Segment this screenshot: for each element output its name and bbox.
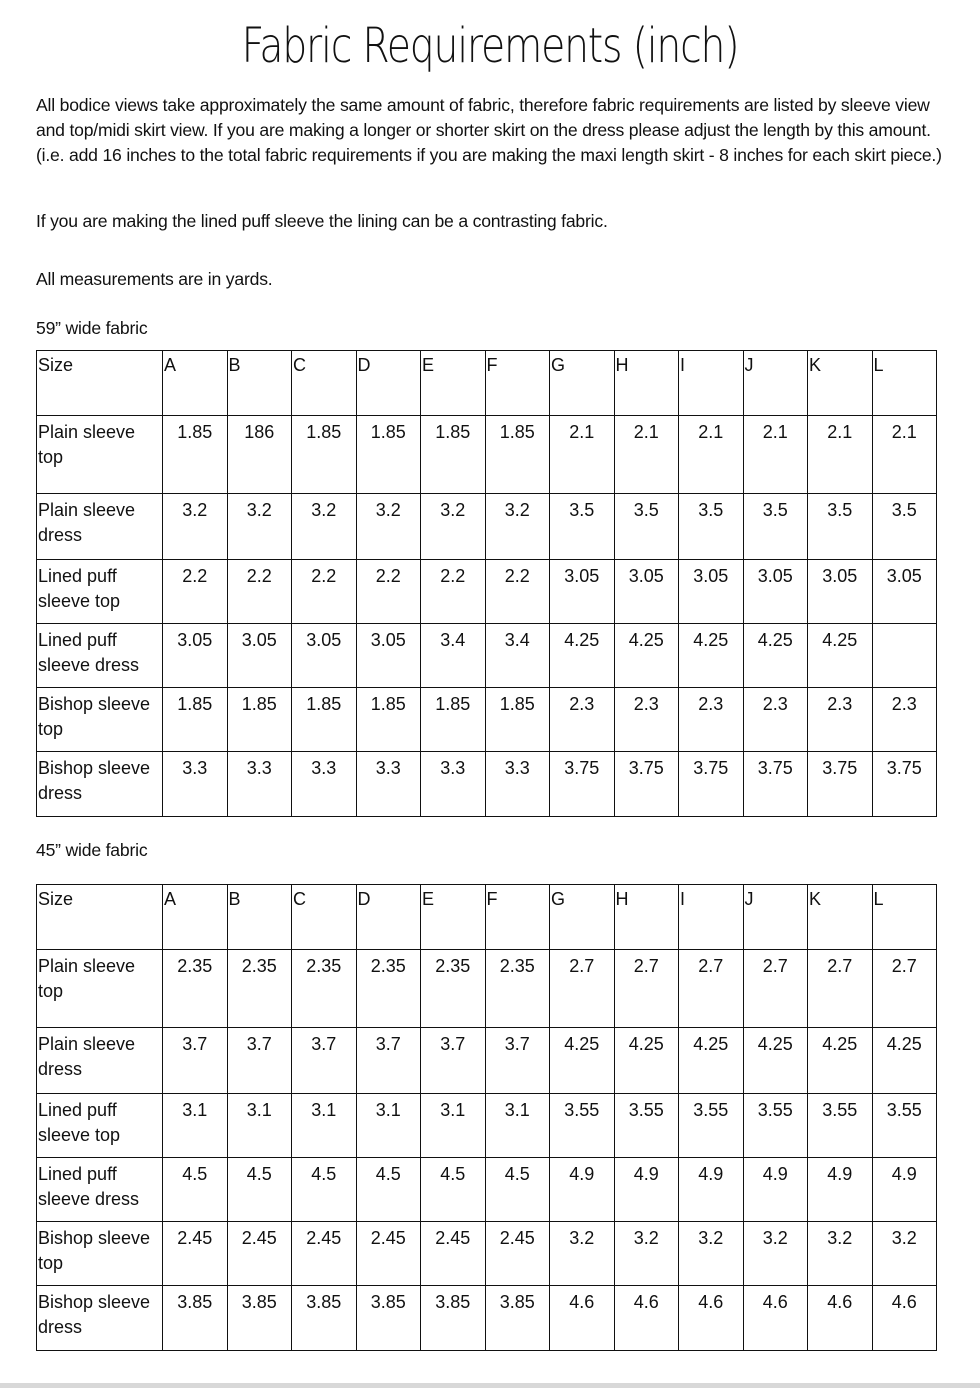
row-label: Plain sleeve dress: [37, 1028, 163, 1094]
yardage-cell: 3.7: [356, 1028, 421, 1094]
yardage-cell: 3.2: [872, 1222, 937, 1286]
header-size-a: A: [163, 351, 228, 416]
yardage-cell: 3.3: [227, 752, 292, 817]
yardage-cell: 4.9: [872, 1158, 937, 1222]
yardage-cell: 3.55: [614, 1094, 679, 1158]
yardage-cell: 4.5: [356, 1158, 421, 1222]
yardage-cell: 2.7: [614, 950, 679, 1028]
header-size-b: B: [227, 885, 292, 950]
yardage-cell: 3.2: [292, 494, 357, 560]
yardage-cell: 3.5: [679, 494, 744, 560]
header-size-c: C: [292, 885, 357, 950]
yardage-cell: 2.2: [227, 560, 292, 624]
yardage-cell: 3.55: [808, 1094, 873, 1158]
yardage-cell: 2.35: [485, 950, 550, 1028]
row-label: Plain sleeve top: [37, 416, 163, 494]
yardage-cell: 2.45: [485, 1222, 550, 1286]
table-header-row: [37, 351, 937, 416]
yardage-cell: 4.25: [743, 1028, 808, 1094]
table-row: [37, 752, 937, 817]
yardage-cell: 3.2: [614, 1222, 679, 1286]
yardage-cell: 4.6: [679, 1286, 744, 1351]
yardage-cell: 4.9: [808, 1158, 873, 1222]
yardage-cell: 3.1: [227, 1094, 292, 1158]
yardage-cell: 4.25: [679, 624, 744, 688]
yardage-cell: 3.1: [163, 1094, 228, 1158]
header-size-k: K: [808, 885, 873, 950]
yardage-cell: 3.4: [485, 624, 550, 688]
fabric-table-45-wide: [36, 884, 937, 1351]
header-size-i: I: [679, 885, 744, 950]
yardage-cell: 4.25: [550, 1028, 615, 1094]
table-label-45-wide: 45” wide fabric: [36, 840, 148, 860]
yardage-cell: 3.05: [292, 624, 357, 688]
yardage-cell: 2.2: [163, 560, 228, 624]
row-label: Bishop sleeve dress: [37, 752, 163, 817]
yardage-cell: 4.25: [679, 1028, 744, 1094]
yardage-cell: 2.2: [485, 560, 550, 624]
yardage-cell: 3.3: [163, 752, 228, 817]
header-size-k: K: [808, 351, 873, 416]
header-size-b: B: [227, 351, 292, 416]
yardage-cell: 1.85: [485, 416, 550, 494]
yardage-cell: 3.1: [356, 1094, 421, 1158]
yardage-cell: 3.4: [421, 624, 486, 688]
table-row: [37, 950, 937, 1028]
yardage-cell: 3.2: [679, 1222, 744, 1286]
yardage-cell: 2.7: [743, 950, 808, 1028]
yardage-cell: 1.85: [292, 416, 357, 494]
header-size-d: D: [356, 351, 421, 416]
yardage-cell: 4.6: [550, 1286, 615, 1351]
yardage-cell: 3.75: [743, 752, 808, 817]
table-row: [37, 560, 937, 624]
yardage-cell: 2.35: [292, 950, 357, 1028]
yardage-cell: 3.7: [485, 1028, 550, 1094]
yardage-cell: 3.05: [227, 624, 292, 688]
header-size-d: D: [356, 885, 421, 950]
yardage-cell: 2.2: [421, 560, 486, 624]
yardage-cell: 3.5: [872, 494, 937, 560]
header-size-i: I: [679, 351, 744, 416]
yardage-cell: 2.7: [679, 950, 744, 1028]
row-label: Bishop sleeve dress: [37, 1286, 163, 1351]
yardage-cell: 3.5: [614, 494, 679, 560]
yardage-cell: 4.9: [550, 1158, 615, 1222]
intro-paragraph: All bodice views take approximately the same amount of fabric, therefore fabric requirements are listed by sleeve view and top/midi skirt view. If you are making a longer or shorter skirt on the dress please adjust the length by this amount. (i.e. add 16 inches to the total fabric requirements if you are making the maxi length skirt - 8 inches for each skirt piece.): [36, 95, 942, 165]
yardage-cell: 2.35: [356, 950, 421, 1028]
table-row: [37, 494, 937, 560]
row-label: Plain sleeve dress: [37, 494, 163, 560]
table-row: [37, 1094, 937, 1158]
yardage-cell: 3.5: [743, 494, 808, 560]
yardage-cell: 4.25: [872, 1028, 937, 1094]
yardage-cell: 3.75: [614, 752, 679, 817]
yardage-cell: 2.45: [163, 1222, 228, 1286]
yardage-cell: 1.85: [356, 416, 421, 494]
yardage-cell: 4.25: [614, 1028, 679, 1094]
yardage-cell: 1.85: [485, 688, 550, 752]
yardage-cell: 2.3: [550, 688, 615, 752]
yardage-cell: 3.85: [485, 1286, 550, 1351]
yardage-cell: 2.45: [356, 1222, 421, 1286]
yardage-cell: 3.85: [421, 1286, 486, 1351]
yardage-cell: 3.85: [356, 1286, 421, 1351]
yardage-cell: 1.85: [421, 416, 486, 494]
page-title: Fabric Requirements (inch): [241, 18, 739, 74]
yardage-cell: 3.2: [163, 494, 228, 560]
row-label: Bishop sleeve top: [37, 1222, 163, 1286]
yardage-cell: 4.5: [421, 1158, 486, 1222]
yardage-cell: 3.7: [421, 1028, 486, 1094]
yardage-cell: 3.2: [485, 494, 550, 560]
yardage-cell: 3.2: [227, 494, 292, 560]
yardage-cell: 4.25: [743, 624, 808, 688]
yardage-cell: 4.9: [614, 1158, 679, 1222]
yardage-cell: 3.2: [421, 494, 486, 560]
header-size-l: L: [872, 351, 937, 416]
yardage-cell: 4.5: [485, 1158, 550, 1222]
yardage-cell: 3.3: [292, 752, 357, 817]
yardage-cell: 3.1: [421, 1094, 486, 1158]
table-row: [37, 624, 937, 688]
yardage-cell: 3.75: [808, 752, 873, 817]
units-note: All measurements are in yards.: [36, 269, 273, 289]
yardage-cell: 2.1: [679, 416, 744, 494]
header-size-j: J: [743, 351, 808, 416]
yardage-cell: 3.1: [292, 1094, 357, 1158]
table-row: [37, 1222, 937, 1286]
yardage-cell: 2.2: [292, 560, 357, 624]
page-bottom-edge: [0, 1383, 980, 1388]
yardage-cell: 2.7: [550, 950, 615, 1028]
yardage-cell: 3.1: [485, 1094, 550, 1158]
lining-note: If you are making the lined puff sleeve the lining can be a contrasting fabric.: [36, 211, 608, 231]
yardage-cell: 3.05: [743, 560, 808, 624]
fabric-table-59-wide: [36, 350, 937, 817]
yardage-cell: 3.55: [679, 1094, 744, 1158]
yardage-cell: 4.25: [550, 624, 615, 688]
yardage-cell: 1.85: [356, 688, 421, 752]
yardage-cell: 2.2: [356, 560, 421, 624]
yardage-cell: 2.45: [292, 1222, 357, 1286]
yardage-cell: 2.3: [872, 688, 937, 752]
header-size-e: E: [421, 885, 486, 950]
yardage-cell: 3.55: [743, 1094, 808, 1158]
yardage-cell: 4.6: [808, 1286, 873, 1351]
yardage-cell: 2.1: [872, 416, 937, 494]
yardage-cell: 2.3: [743, 688, 808, 752]
yardage-cell: 3.7: [227, 1028, 292, 1094]
yardage-cell: 2.45: [227, 1222, 292, 1286]
yardage-cell: 3.2: [356, 494, 421, 560]
row-label: Lined puff sleeve top: [37, 1094, 163, 1158]
header-size-g: G: [550, 885, 615, 950]
header-size-h: H: [614, 885, 679, 950]
table-row: [37, 1286, 937, 1351]
yardage-cell: 3.5: [550, 494, 615, 560]
yardage-cell: 3.05: [872, 560, 937, 624]
yardage-cell: 3.7: [163, 1028, 228, 1094]
header-size-a: A: [163, 885, 228, 950]
yardage-cell: 4.9: [679, 1158, 744, 1222]
yardage-cell: 3.05: [550, 560, 615, 624]
yardage-cell: 4.5: [163, 1158, 228, 1222]
row-label: Bishop sleeve top: [37, 688, 163, 752]
yardage-cell: 3.75: [679, 752, 744, 817]
yardage-cell: 3.7: [292, 1028, 357, 1094]
yardage-cell: 1.85: [163, 688, 228, 752]
yardage-cell: 4.6: [743, 1286, 808, 1351]
yardage-cell: 2.35: [163, 950, 228, 1028]
table-header-row: [37, 885, 937, 950]
yardage-cell: [872, 624, 937, 688]
yardage-cell: 3.2: [808, 1222, 873, 1286]
yardage-cell: 3.75: [550, 752, 615, 817]
yardage-cell: 3.85: [292, 1286, 357, 1351]
yardage-cell: 3.05: [679, 560, 744, 624]
row-label: Lined puff sleeve dress: [37, 624, 163, 688]
yardage-cell: 4.5: [292, 1158, 357, 1222]
table-row: [37, 688, 937, 752]
yardage-cell: 2.3: [808, 688, 873, 752]
yardage-cell: 2.1: [808, 416, 873, 494]
header-size-h: H: [614, 351, 679, 416]
yardage-cell: 3.2: [550, 1222, 615, 1286]
table-row: [37, 416, 937, 494]
yardage-cell: 3.3: [356, 752, 421, 817]
yardage-cell: 2.35: [227, 950, 292, 1028]
row-label: Lined puff sleeve top: [37, 560, 163, 624]
yardage-cell: 4.5: [227, 1158, 292, 1222]
row-label: Plain sleeve top: [37, 950, 163, 1028]
yardage-cell: 4.25: [614, 624, 679, 688]
yardage-cell: 186: [227, 416, 292, 494]
header-size-l: L: [872, 885, 937, 950]
yardage-cell: 3.55: [550, 1094, 615, 1158]
yardage-cell: 2.1: [550, 416, 615, 494]
table-label-59-wide: 59” wide fabric: [36, 318, 148, 338]
yardage-cell: 1.85: [227, 688, 292, 752]
yardage-cell: 3.2: [743, 1222, 808, 1286]
yardage-cell: 1.85: [421, 688, 486, 752]
yardage-cell: 3.85: [163, 1286, 228, 1351]
yardage-cell: 3.05: [356, 624, 421, 688]
yardage-cell: 2.7: [872, 950, 937, 1028]
yardage-cell: 4.6: [872, 1286, 937, 1351]
yardage-cell: 2.45: [421, 1222, 486, 1286]
yardage-cell: 3.75: [872, 752, 937, 817]
yardage-cell: 3.5: [808, 494, 873, 560]
yardage-cell: 3.05: [808, 560, 873, 624]
header-size-f: F: [485, 351, 550, 416]
yardage-cell: 2.3: [679, 688, 744, 752]
yardage-cell: 2.35: [421, 950, 486, 1028]
yardage-cell: 3.55: [872, 1094, 937, 1158]
yardage-cell: 2.7: [808, 950, 873, 1028]
header-size-c: C: [292, 351, 357, 416]
yardage-cell: 4.9: [743, 1158, 808, 1222]
yardage-cell: 1.85: [163, 416, 228, 494]
table-row: [37, 1028, 937, 1094]
header-size-label: Size: [37, 351, 163, 416]
yardage-cell: 2.1: [614, 416, 679, 494]
header-size-label: Size: [37, 885, 163, 950]
yardage-cell: 3.3: [485, 752, 550, 817]
yardage-cell: 1.85: [292, 688, 357, 752]
yardage-cell: 3.05: [163, 624, 228, 688]
yardage-cell: 4.25: [808, 1028, 873, 1094]
yardage-cell: 2.3: [614, 688, 679, 752]
header-size-j: J: [743, 885, 808, 950]
yardage-cell: 3.05: [614, 560, 679, 624]
yardage-cell: 4.6: [614, 1286, 679, 1351]
yardage-cell: 2.1: [743, 416, 808, 494]
header-size-e: E: [421, 351, 486, 416]
yardage-cell: 4.25: [808, 624, 873, 688]
yardage-cell: 3.3: [421, 752, 486, 817]
header-size-f: F: [485, 885, 550, 950]
row-label: Lined puff sleeve dress: [37, 1158, 163, 1222]
yardage-cell: 3.85: [227, 1286, 292, 1351]
table-row: [37, 1158, 937, 1222]
header-size-g: G: [550, 351, 615, 416]
